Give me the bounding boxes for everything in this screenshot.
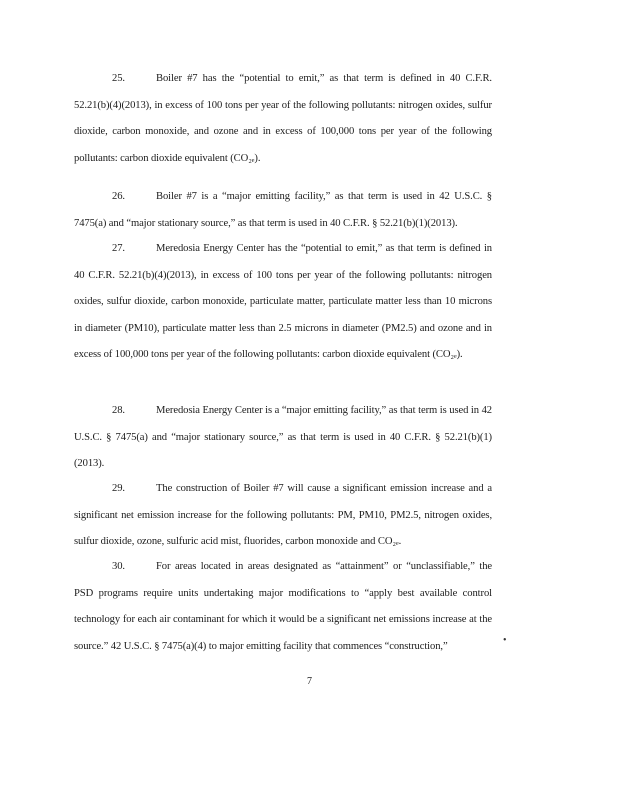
paragraph-text: The construction of Boiler #7 will cause a significant emission increase and a significant net emission increase for the following pollutants: PM, PM10, PM2.5, nitrogen oxides, sulfur dioxide, ozone, sulfuric acid mist, fluorides, carbon monoxide and CO₂ₑ. xyxy=(74,483,492,547)
paragraph-text: Boiler #7 is a “major emitting facility,” as that term is used in 42 U.S.C. § 7475(a) and “major stationary source,” as that term is used in 40 C.F.R. § 52.21(b)(1)(2013). xyxy=(74,191,492,229)
paragraph-number: 28. xyxy=(112,405,125,416)
paragraph-28 xyxy=(74,398,492,478)
paragraph-30 xyxy=(74,554,492,660)
paragraph-27 xyxy=(74,236,492,369)
paragraph-29 xyxy=(74,476,492,556)
paragraph-number: 30. xyxy=(112,561,125,572)
paragraph-text: Boiler #7 has the “potential to emit,” as that term is defined in 40 C.F.R. 52.21(b)(4)(2013), in excess of 100 tons per year of the following pollutants: nitrogen oxides, sulfur dioxide, carbon monoxide, and ozone and in excess of 100,000 tons per year of the following pollutants: carbon dioxide equivalent (CO₂ₑ). xyxy=(74,73,492,164)
paragraph-26 xyxy=(74,184,492,237)
paragraph-25 xyxy=(74,66,492,172)
paragraph-text: For areas located in areas designated as “attainment” or “unclassifiable,” the PSD programs require units undertaking major modifications to “apply best available control technology for each air contaminant for which it would be a significant net emissions increase at the source.” 42 U.S.C. § 7475(a)(4) to major emitting facility that commences “construction,” xyxy=(74,561,492,652)
margin-mark: • xyxy=(503,635,507,646)
paragraph-number: 26. xyxy=(112,191,125,202)
paragraph-text: Meredosia Energy Center is a “major emitting facility,” as that term is used in 42 U.S.C. § 7475(a) and “major stationary source,” as that term is used in 40 C.F.R. § 52.21(b)(1)(2013). xyxy=(74,405,492,469)
paragraph-number: 29. xyxy=(112,483,125,494)
paragraph-text: Meredosia Energy Center has the “potential to emit,” as that term is defined in 40 C.F.R. 52.21(b)(4)(2013), in excess of 100 tons per year of the following pollutants: nitrogen oxides, sulfur dioxide, carbon monoxide, particulate matter, particulate matter less than 10 microns in diameter (PM10), particulate matter less than 2.5 microns in diameter (PM2.5) and ozone and in excess of 100,000 tons per year of the following pollutants: carbon dioxide equivalent (CO₂ₑ). xyxy=(74,243,492,360)
paragraph-number: 25. xyxy=(112,73,125,84)
paragraph-number: 27. xyxy=(112,243,125,254)
page-number: 7 xyxy=(307,676,312,687)
